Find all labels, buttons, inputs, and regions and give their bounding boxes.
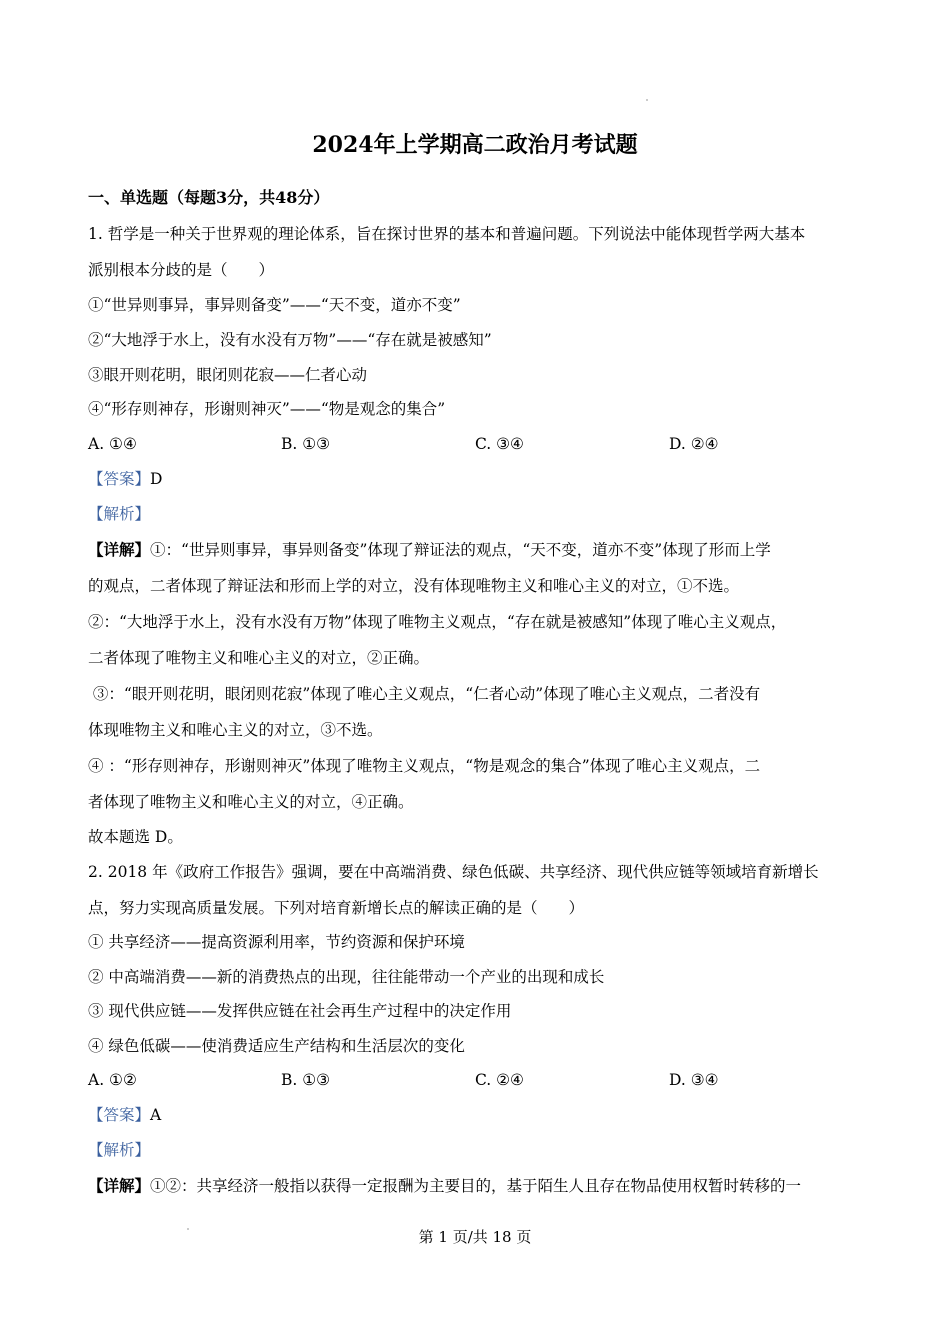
q2-item-2: ② 中高端消费——新的消费热点的出现，往往能带动一个产业的出现和成长 [88, 968, 605, 986]
q2-option-c: C. ②④ [475, 1071, 524, 1089]
q1-detail-line-7: ④ ：“形存则神存，形谢则神灭”体现了唯物主义观点，“物是观念的集合”体现了唯心主义观点，二 [88, 757, 761, 775]
q2-option-b: B. ①③ [281, 1071, 331, 1089]
analysis-tag: 【解析】 [88, 1141, 151, 1159]
q1-detail-line-9: 故本题选 D。 [88, 828, 183, 846]
analysis-tag: 【解析】 [88, 505, 151, 523]
q1-detail-line-4: 二者体现了唯物主义和唯心主义的对立，②正确。 [88, 649, 430, 667]
q2-answer-row [88, 1104, 868, 1126]
q1-detail-line-5: ③：“眼开则花明，眼闭则花寂”体现了唯心主义观点，“仁者心动”体现了唯心主义观点，二者没有 [88, 685, 761, 703]
q2-detail-line-1 [88, 1175, 868, 1197]
q1-option-c: C. ③④ [475, 435, 524, 453]
q2-stem-line-2: 点，努力实现高质量发展。下列对培育新增长点的解读正确的是（ ） [88, 899, 585, 917]
q1-item-2: ②“大地浮于水上，没有水没有万物”——“存在就是被感知” [88, 331, 492, 349]
q1-options [88, 433, 868, 455]
detail-tag: 【详解】 [88, 1176, 151, 1195]
q2-option-d: D. ③④ [669, 1071, 719, 1089]
q1-stem-line-1: 1. 哲学是一种关于世界观的理论体系，旨在探讨世界的基本和普遍问题。下列说法中能体现哲学两大基本 [88, 225, 806, 243]
page-footer: 第 1 页/共 18 页 [418, 1228, 532, 1246]
q1-option-d: D. ②④ [669, 435, 719, 453]
q2-detail-text: ①②：共享经济一般指以获得一定报酬为主要目的，基于陌生人且存在物品使用权暂时转移的一 [150, 1177, 802, 1195]
q1-analysis-row [88, 503, 868, 525]
q1-stem-line-2: 派别根本分歧的是（ ） [88, 261, 275, 279]
q1-detail-text: ①：“世异则事异，事异则备变”体现了辩证法的观点，“天不变，道亦不变”体现了形而上学 [150, 541, 771, 559]
q2-answer: A [150, 1106, 162, 1124]
page-title: 2024年上学期高二政治月考试题 [312, 132, 638, 158]
q2-item-4: ④ 绿色低碳——使消费适应生产结构和生活层次的变化 [88, 1037, 465, 1055]
scan-dot [646, 99, 648, 101]
q1-answer-row [88, 468, 868, 490]
q1-answer: D [150, 470, 163, 488]
q1-item-1: ①“世异则事异，事异则备变”——“天不变，道亦不变” [88, 296, 461, 314]
answer-tag: 【答案】 [88, 1106, 151, 1124]
q1-detail-line-8: 者体现了唯物主义和唯心主义的对立，④正确。 [88, 793, 414, 811]
answer-tag: 【答案】 [88, 470, 151, 488]
detail-tag: 【详解】 [88, 540, 151, 559]
q2-stem-line-1: 2. 2018 年《政府工作报告》强调，要在中高端消费、绿色低碳、共享经济、现代供应链等领域培育新增长 [88, 863, 819, 881]
q2-analysis-row [88, 1139, 868, 1161]
q2-item-3: ③ 现代供应链——发挥供应链在社会再生产过程中的决定作用 [88, 1002, 512, 1020]
q2-item-1: ① 共享经济——提高资源利用率，节约资源和保护环境 [88, 933, 465, 951]
q1-detail-line-3: ②：“大地浮于水上，没有水没有万物”体现了唯物主义观点，“存在就是被感知”体现了唯心主义观点， [88, 613, 787, 631]
section-heading: 一、单选题（每题3分，共48分） [88, 188, 330, 207]
q1-detail-line-1 [88, 539, 868, 561]
q1-detail-line-2: 的观点，二者体现了辩证法和形而上学的对立，没有体现唯物主义和唯心主义的对立，①不选。 [88, 577, 740, 595]
q1-item-3: ③眼开则花明，眼闭则花寂——仁者心动 [88, 366, 368, 384]
q1-item-4: ④“形存则神存，形谢则神灭”——“物是观念的集合” [88, 400, 446, 418]
q1-detail-line-6: 体现唯物主义和唯心主义的对立，③不选。 [88, 721, 383, 739]
q1-option-b: B. ①③ [281, 435, 331, 453]
q2-options [88, 1069, 868, 1091]
q2-option-a: A. ①② [88, 1071, 137, 1089]
q1-option-a: A. ①④ [88, 435, 137, 453]
